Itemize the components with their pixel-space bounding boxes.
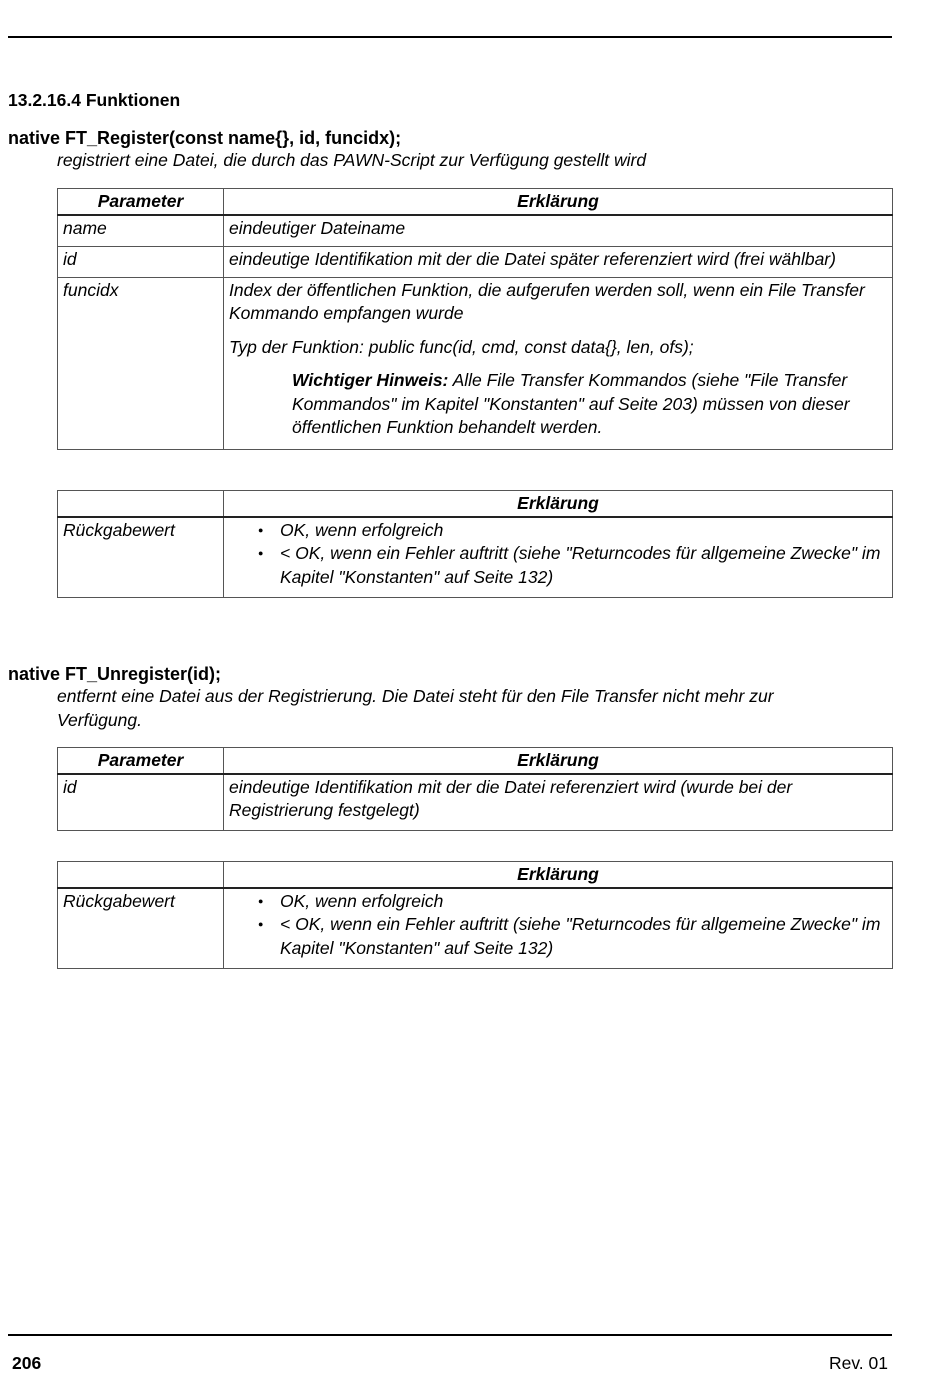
list-item: ● < OK, wenn ein Fehler auftritt (siehe "Returncodes für allgemeine Zwecke" im Kapitel "Konstanten" auf Seite 132) (280, 913, 887, 960)
revision-label: Rev. 01 (828, 1353, 888, 1373)
footer-rule (8, 1334, 892, 1336)
header-rule (8, 36, 892, 38)
column-header-parameter: Parameter (58, 748, 224, 774)
return-value-table (57, 490, 893, 598)
column-header-empty (58, 491, 224, 517)
function-signature: native FT_Unregister(id); (8, 664, 222, 684)
column-header-explanation: Erklärung (224, 491, 893, 517)
table-row (58, 888, 893, 969)
table-header-row (58, 189, 893, 215)
function-description: entfernt eine Datei aus der Registrierung. Die Datei steht für den File Transfer nicht mehr zur Verfügung. (57, 686, 774, 730)
column-header-empty (58, 862, 224, 888)
explanation-text: Index der öffentlichen Funktion, die aufgerufen werden soll, wenn ein File Transfer Kommando empfangen wurde (229, 279, 865, 323)
param-name: id (58, 774, 224, 831)
column-header-parameter: Parameter (58, 189, 224, 215)
list-item: ● OK, wenn erfolgreich (280, 890, 887, 914)
column-header-explanation: Erklärung (224, 189, 893, 215)
return-label: Rückgabewert (58, 517, 224, 598)
bullet-list (229, 890, 887, 961)
list-item: ● < OK, wenn ein Fehler auftritt (siehe "Returncodes für allgemeine Zwecke" im Kapitel "Konstanten" auf Seite 132) (280, 542, 887, 589)
param-name: id (58, 246, 224, 277)
param-explanation: eindeutiger Dateiname (224, 215, 893, 247)
table-header-row (58, 748, 893, 774)
list-item: ● OK, wenn erfolgreich (280, 519, 887, 543)
parameter-table (57, 188, 893, 450)
function-signature: native FT_Register(const name{}, id, funcidx); (8, 128, 402, 148)
function-description: registriert eine Datei, die durch das PAWN-Script zur Verfügung gestellt wird (57, 150, 647, 170)
return-explanation (224, 517, 893, 598)
bullet-list (229, 519, 887, 590)
table-row (58, 246, 893, 277)
table-row (58, 517, 893, 598)
table-header-row (58, 491, 893, 517)
return-explanation (224, 888, 893, 969)
table-row (58, 277, 893, 449)
table-header-row (58, 862, 893, 888)
parameter-table (57, 747, 893, 831)
table-row (58, 215, 893, 247)
param-explanation: eindeutige Identifikation mit der die Datei referenziert wird (wurde bei der Registrierung festgelegt) (224, 774, 893, 831)
important-note (292, 369, 887, 440)
table-row (58, 774, 893, 831)
section-title: 13.2.16.4 Funktionen (8, 90, 181, 110)
note-text: Alle File Transfer Kommandos (siehe "File Transfer Kommandos" im Kapitel "Konstanten" auf Seite 203) müssen von dieser öffentlichen Funktion behandelt werden. (292, 370, 850, 437)
param-explanation: eindeutige Identifikation mit der die Datei später referenziert wird (frei wählbar) (224, 246, 893, 277)
function-type-text: Typ der Funktion: public func(id, cmd, const data{}, len, ofs); (229, 336, 694, 357)
param-name: name (58, 215, 224, 247)
return-value-table (57, 861, 893, 969)
param-name: funcidx (58, 277, 224, 449)
param-explanation (224, 277, 893, 449)
note-label: Wichtiger Hinweis: (292, 370, 449, 390)
column-header-explanation: Erklärung (224, 748, 893, 774)
column-header-explanation: Erklärung (224, 862, 893, 888)
page-number: 206 (12, 1353, 42, 1373)
return-label: Rückgabewert (58, 888, 224, 969)
